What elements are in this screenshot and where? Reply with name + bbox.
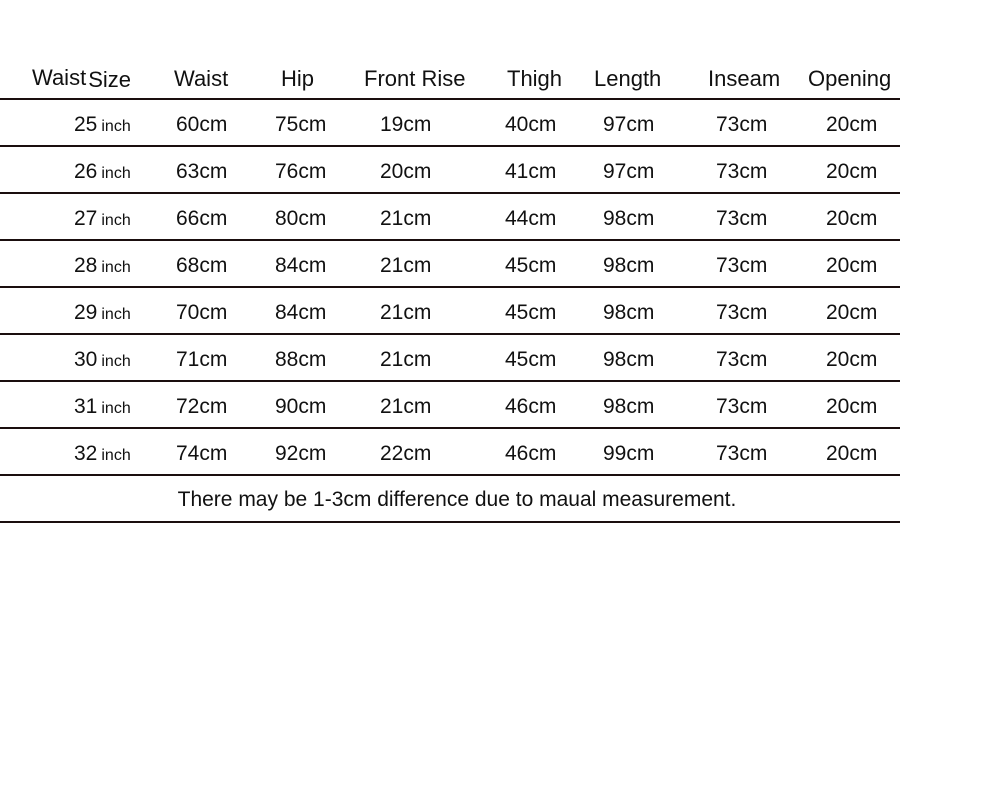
size-unit: inch: [101, 212, 131, 229]
header-row: [0, 62, 900, 98]
hip-cell: 76cm: [275, 160, 327, 183]
size-value: 26: [74, 160, 98, 183]
inseam-cell: 73cm: [716, 207, 768, 230]
front-rise-cell: 22cm: [380, 442, 432, 465]
thigh-cell: 40cm: [505, 113, 557, 136]
opening-cell: 20cm: [826, 207, 878, 230]
size-chart-table: [0, 62, 900, 523]
inseam-cell: 73cm: [716, 113, 768, 136]
length-cell: 98cm: [603, 348, 655, 371]
size-cell: [74, 301, 131, 325]
size-cell: [74, 207, 131, 231]
size-unit: inch: [101, 306, 131, 323]
waist-cell: 60cm: [176, 113, 228, 136]
header-waist: Waist: [174, 66, 229, 91]
measurement-note-row: [0, 476, 900, 523]
size-value: 25: [74, 113, 98, 136]
opening-cell: 20cm: [826, 442, 878, 465]
thigh-cell: 44cm: [505, 207, 557, 230]
thigh-cell: 46cm: [505, 395, 557, 418]
waist-cell: 63cm: [176, 160, 228, 183]
size-unit: inch: [101, 353, 131, 370]
size-unit: inch: [101, 259, 131, 276]
table-row: [0, 335, 900, 382]
header-waist-size-label-a: Waist: [32, 65, 87, 90]
inseam-cell: 73cm: [716, 395, 768, 418]
length-cell: 97cm: [603, 113, 655, 136]
table-row: [0, 288, 900, 335]
thigh-cell: 45cm: [505, 254, 557, 277]
front-rise-cell: 21cm: [380, 395, 432, 418]
size-value: 29: [74, 301, 98, 324]
waist-cell: 72cm: [176, 395, 228, 418]
table-row: [0, 429, 900, 476]
inseam-cell: 73cm: [716, 254, 768, 277]
size-cell: [74, 254, 131, 278]
thigh-cell: 41cm: [505, 160, 557, 183]
size-cell: [74, 442, 131, 466]
length-cell: 99cm: [603, 442, 655, 465]
hip-cell: 75cm: [275, 113, 327, 136]
opening-cell: 20cm: [826, 254, 878, 277]
waist-cell: 70cm: [176, 301, 228, 324]
size-cell: [74, 160, 131, 184]
table-body: [0, 100, 900, 476]
front-rise-cell: 21cm: [380, 207, 432, 230]
front-rise-cell: 21cm: [380, 301, 432, 324]
front-rise-cell: 21cm: [380, 254, 432, 277]
table-row: [0, 147, 900, 194]
front-rise-cell: 21cm: [380, 348, 432, 371]
size-unit: inch: [101, 447, 131, 464]
table-row: [0, 241, 900, 288]
header-opening: Opening: [808, 66, 892, 91]
header-waist-size: [32, 65, 131, 91]
waist-cell: 74cm: [176, 442, 228, 465]
thigh-cell: 45cm: [505, 301, 557, 324]
opening-cell: 20cm: [826, 395, 878, 418]
header-inseam: Inseam: [708, 66, 781, 91]
inseam-cell: 73cm: [716, 160, 768, 183]
header-hip: Hip: [281, 66, 315, 91]
header-waist-size-label-b: Size: [88, 67, 131, 92]
header-length: Length: [594, 66, 662, 91]
measurement-note: There may be 1-3cm difference due to maual measurement.: [177, 488, 737, 511]
size-unit: inch: [101, 118, 131, 135]
header-thigh: Thigh: [507, 66, 563, 91]
size-value: 31: [74, 395, 98, 418]
size-unit: inch: [101, 400, 131, 417]
size-value: 30: [74, 348, 98, 371]
table-row: [0, 194, 900, 241]
hip-cell: 80cm: [275, 207, 327, 230]
inseam-cell: 73cm: [716, 348, 768, 371]
size-unit: inch: [101, 165, 131, 182]
header-front-rise: Front Rise: [364, 66, 466, 91]
size-value: 27: [74, 207, 98, 230]
hip-cell: 84cm: [275, 301, 327, 324]
length-cell: 98cm: [603, 207, 655, 230]
opening-cell: 20cm: [826, 301, 878, 324]
hip-cell: 84cm: [275, 254, 327, 277]
opening-cell: 20cm: [826, 348, 878, 371]
waist-cell: 71cm: [176, 348, 228, 371]
size-value: 28: [74, 254, 98, 277]
front-rise-cell: 20cm: [380, 160, 432, 183]
hip-cell: 88cm: [275, 348, 327, 371]
hip-cell: 90cm: [275, 395, 327, 418]
hip-cell: 92cm: [275, 442, 327, 465]
size-cell: [74, 113, 131, 137]
front-rise-cell: 19cm: [380, 113, 432, 136]
length-cell: 98cm: [603, 301, 655, 324]
waist-cell: 68cm: [176, 254, 228, 277]
thigh-cell: 45cm: [505, 348, 557, 371]
opening-cell: 20cm: [826, 160, 878, 183]
table-row: [0, 100, 900, 147]
inseam-cell: 73cm: [716, 442, 768, 465]
length-cell: 98cm: [603, 254, 655, 277]
length-cell: 97cm: [603, 160, 655, 183]
thigh-cell: 46cm: [505, 442, 557, 465]
opening-cell: 20cm: [826, 113, 878, 136]
length-cell: 98cm: [603, 395, 655, 418]
waist-cell: 66cm: [176, 207, 228, 230]
size-value: 32: [74, 442, 98, 465]
table-row: [0, 382, 900, 429]
inseam-cell: 73cm: [716, 301, 768, 324]
size-cell: [74, 395, 131, 419]
size-cell: [74, 348, 131, 372]
